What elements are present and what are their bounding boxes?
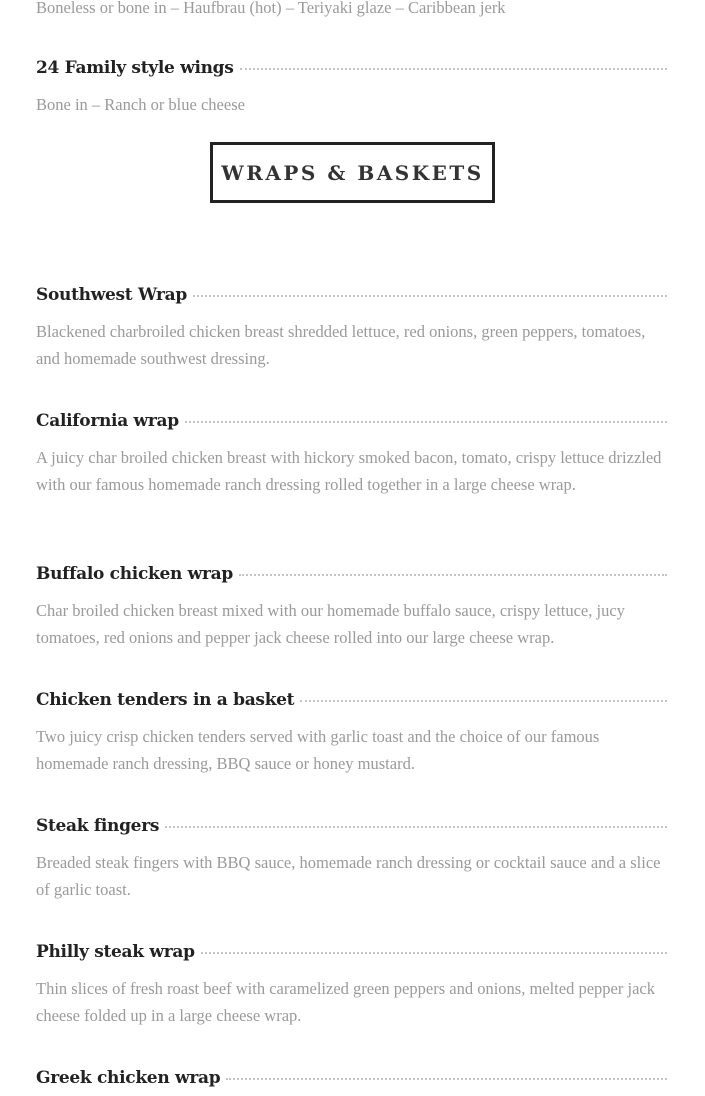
item-title: Philly steak wrap	[36, 942, 195, 962]
item-title: 24 Family style wings	[36, 58, 234, 78]
dotted-leader	[201, 950, 667, 954]
item-description: Char broiled chicken breast mixed with our homemade buffalo sauce, crispy lettuce, jucy tomatoes, red onions and pepper jack cheese rolled into our large cheese wrap.	[36, 601, 625, 647]
item-title: Buffalo chicken wrap	[36, 564, 233, 584]
dotted-leader	[240, 66, 667, 70]
item-description: Breaded steak fingers with BBQ sauce, homemade ranch dressing or cocktail sauce and a slice of garlic toast.	[36, 853, 661, 899]
item-description: Thin slices of fresh roast beef with caramelized green peppers and onions, melted pepper jack cheese folded up in a large cheese wrap.	[36, 979, 655, 1025]
dotted-leader	[239, 572, 667, 576]
menu-item-buffalo-chicken-wrap	[36, 564, 667, 651]
menu-item-greek-chicken-wrap	[36, 1068, 667, 1096]
item-description: Bone in – Ranch or blue cheese	[36, 95, 245, 114]
item-title: Steak fingers	[36, 816, 160, 836]
item-description: Blackened charbroiled chicken breast shredded lettuce, red onions, green peppers, tomatoes, and homemade southwest dressing.	[36, 322, 646, 368]
item-title: Southwest Wrap	[36, 285, 187, 305]
menu-item-family-wings	[36, 58, 667, 118]
dotted-leader	[165, 824, 667, 828]
item-title: Greek chicken wrap	[36, 1068, 221, 1088]
dotted-leader	[226, 1076, 667, 1080]
menu-item-philly-steak-wrap	[36, 942, 667, 1029]
section-title: WRAPS & BASKETS	[221, 160, 484, 185]
dotted-leader	[193, 293, 667, 297]
dotted-leader	[300, 698, 667, 702]
menu-item-california-wrap	[36, 411, 667, 498]
item-description: Two juicy crisp chicken tenders served with garlic toast and the choice of our famous homemade ranch dressing, BBQ sauce or honey mustard.	[36, 727, 600, 773]
section-heading-box	[210, 142, 495, 203]
menu-item-southwest-wrap	[36, 285, 667, 372]
menu-item-chicken-tenders	[36, 690, 667, 777]
item-title: California wrap	[36, 411, 179, 431]
menu-item-steak-fingers	[36, 816, 667, 903]
dotted-leader	[185, 419, 667, 423]
item-description: Boneless or bone in – Haufbrau (hot) – Teriyaki glaze – Caribbean jerk	[36, 0, 506, 17]
item-description: A juicy char broiled chicken breast with hickory smoked bacon, tomato, crispy lettuce drizzled with our famous homemade ranch dressing rolled together in a large cheese wrap.	[36, 448, 662, 494]
item-title: Chicken tenders in a basket	[36, 690, 295, 710]
